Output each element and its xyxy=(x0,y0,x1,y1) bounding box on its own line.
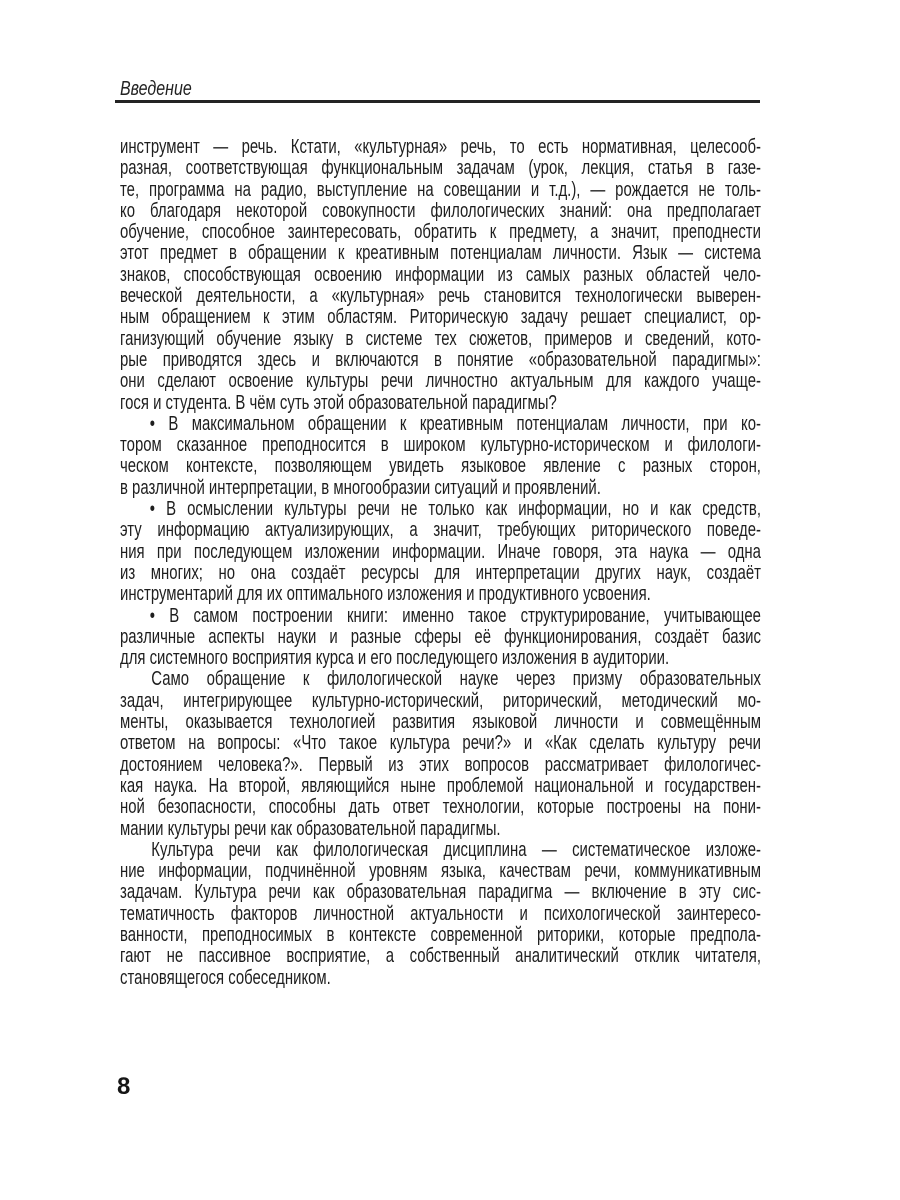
text-line: ным обращением к этим областям. Риторическую задачу решает специалист, ор- xyxy=(120,306,761,329)
text-line: веческой деятельности, а «культурная» речь становится технологически выверен- xyxy=(120,285,761,308)
text-line: • В максимальном обращении к креативным потенциалам личности, при ко- xyxy=(149,412,761,435)
text-line: различные аспекты науки и разные сферы её функционирования, создаёт базис xyxy=(120,625,761,648)
text-line: ческом контексте, позволяющем увидеть языковое явление с разных сторон, xyxy=(120,455,761,478)
header-rule xyxy=(115,100,760,103)
text-line: ния при последующем изложении информации. Иначе говоря, эта наука — одна xyxy=(120,540,761,563)
running-head-title: Введение xyxy=(120,78,192,100)
text-line: из многих; но она создаёт ресурсы для интерпретации других наук, создаёт xyxy=(120,561,761,584)
text-line: инструментарий для их оптимального изложения и продуктивного усвоения. xyxy=(120,583,651,606)
text-line: задач, интегрирующее культурно-исторический, риторический, методический мо- xyxy=(120,689,761,712)
text-line: ответом на вопросы: «Что такое культура речи?» и «Как сделать культуру речи xyxy=(120,732,761,755)
text-line: обучение, способное заинтересовать, обратить к предмету, а значит, преподнести xyxy=(120,221,761,244)
text-column xyxy=(120,137,761,989)
text-line: знаков, способствующая освоению информации из самых разных областей чело- xyxy=(120,263,761,286)
paragraph xyxy=(120,137,761,414)
text-line: менты, оказывается технологией развития языковой личности и совмещённым xyxy=(120,711,761,734)
text-line: тематичность факторов личностной актуальности и психологической заинтересо- xyxy=(120,902,761,925)
text-line: этот предмет в обращении к креативным потенциалам личности. Язык — система xyxy=(120,242,761,265)
text-line: инструмент — речь. Кстати, «культурная» речь, то есть нормативная, целесооб- xyxy=(120,136,761,158)
text-line: эту информацию актуализирующих, а значит, требующих риторического поведе- xyxy=(120,519,761,542)
text-line: ганизующий обучение языку в системе тех сюжетов, примеров и сведений, кото- xyxy=(120,327,761,350)
text-line: ние информации, подчинённой уровням языка, качествам речи, коммуникативным xyxy=(120,860,761,883)
text-line: они сделают освоение культуры речи личностно актуальным для каждого учаще- xyxy=(120,370,761,393)
page-number: 8 xyxy=(117,1073,131,1100)
text-line: достоянием человека?». Первый из этих вопросов рассматривает филологичес- xyxy=(120,753,761,776)
text-line: ванности, преподносимых в контексте современной риторики, которые предпола- xyxy=(120,923,761,946)
text-line: ной безопасности, способны дать ответ технологии, которые построены на пони- xyxy=(120,796,761,819)
text-line: те, программа на радио, выступление на совещании и т.д.), — рождается не толь- xyxy=(120,178,761,201)
text-line: мании культуры речи как образовательной парадигмы. xyxy=(120,817,501,840)
text-line: задачам. Культура речи как образовательная парадигма — включение в эту сис- xyxy=(120,881,761,904)
text-line: тором сказанное преподносится в широком культурно-историческом и филологи- xyxy=(120,434,761,457)
text-line: ко благодаря некоторой совокупности филологических знаний: она предполагает xyxy=(120,199,761,222)
text-line: кая наука. На второй, являющийся ныне проблемой национальной и государствен- xyxy=(120,774,761,797)
text-line: гают не пассивное восприятие, а собственный аналитический отклик читателя, xyxy=(120,945,761,968)
paragraph xyxy=(120,606,761,670)
text-line: Само обращение к филологической науке через призму образовательных xyxy=(151,668,761,691)
text-line: становящегося собеседником. xyxy=(120,966,331,989)
text-line: в различной интерпретации, в многообразии ситуаций и проявлений. xyxy=(120,476,601,499)
text-line: • В осмыслении культуры речи не только как информации, но и как средств, xyxy=(149,498,761,521)
text-line: • В самом построении книги: именно такое структурирование, учитывающее xyxy=(149,604,761,627)
page-body xyxy=(120,137,761,989)
text-line: Культура речи как филологическая дисциплина — систематическое изложе- xyxy=(151,838,761,861)
paragraph xyxy=(120,840,761,989)
paragraph xyxy=(120,499,761,605)
paragraph xyxy=(120,414,761,499)
paragraph xyxy=(120,669,761,839)
running-head xyxy=(120,79,210,100)
text-line: разная, соответствующая функциональным задачам (урок, лекция, статья в газе- xyxy=(120,157,761,180)
text-line: гося и студента. В чём суть этой образовательной парадигмы? xyxy=(120,391,557,414)
text-line: рые приводятся здесь и включаются в понятие «образовательной парадигмы»: xyxy=(120,348,761,371)
text-line: для системного восприятия курса и его последующего изложения в аудитории. xyxy=(120,647,670,670)
